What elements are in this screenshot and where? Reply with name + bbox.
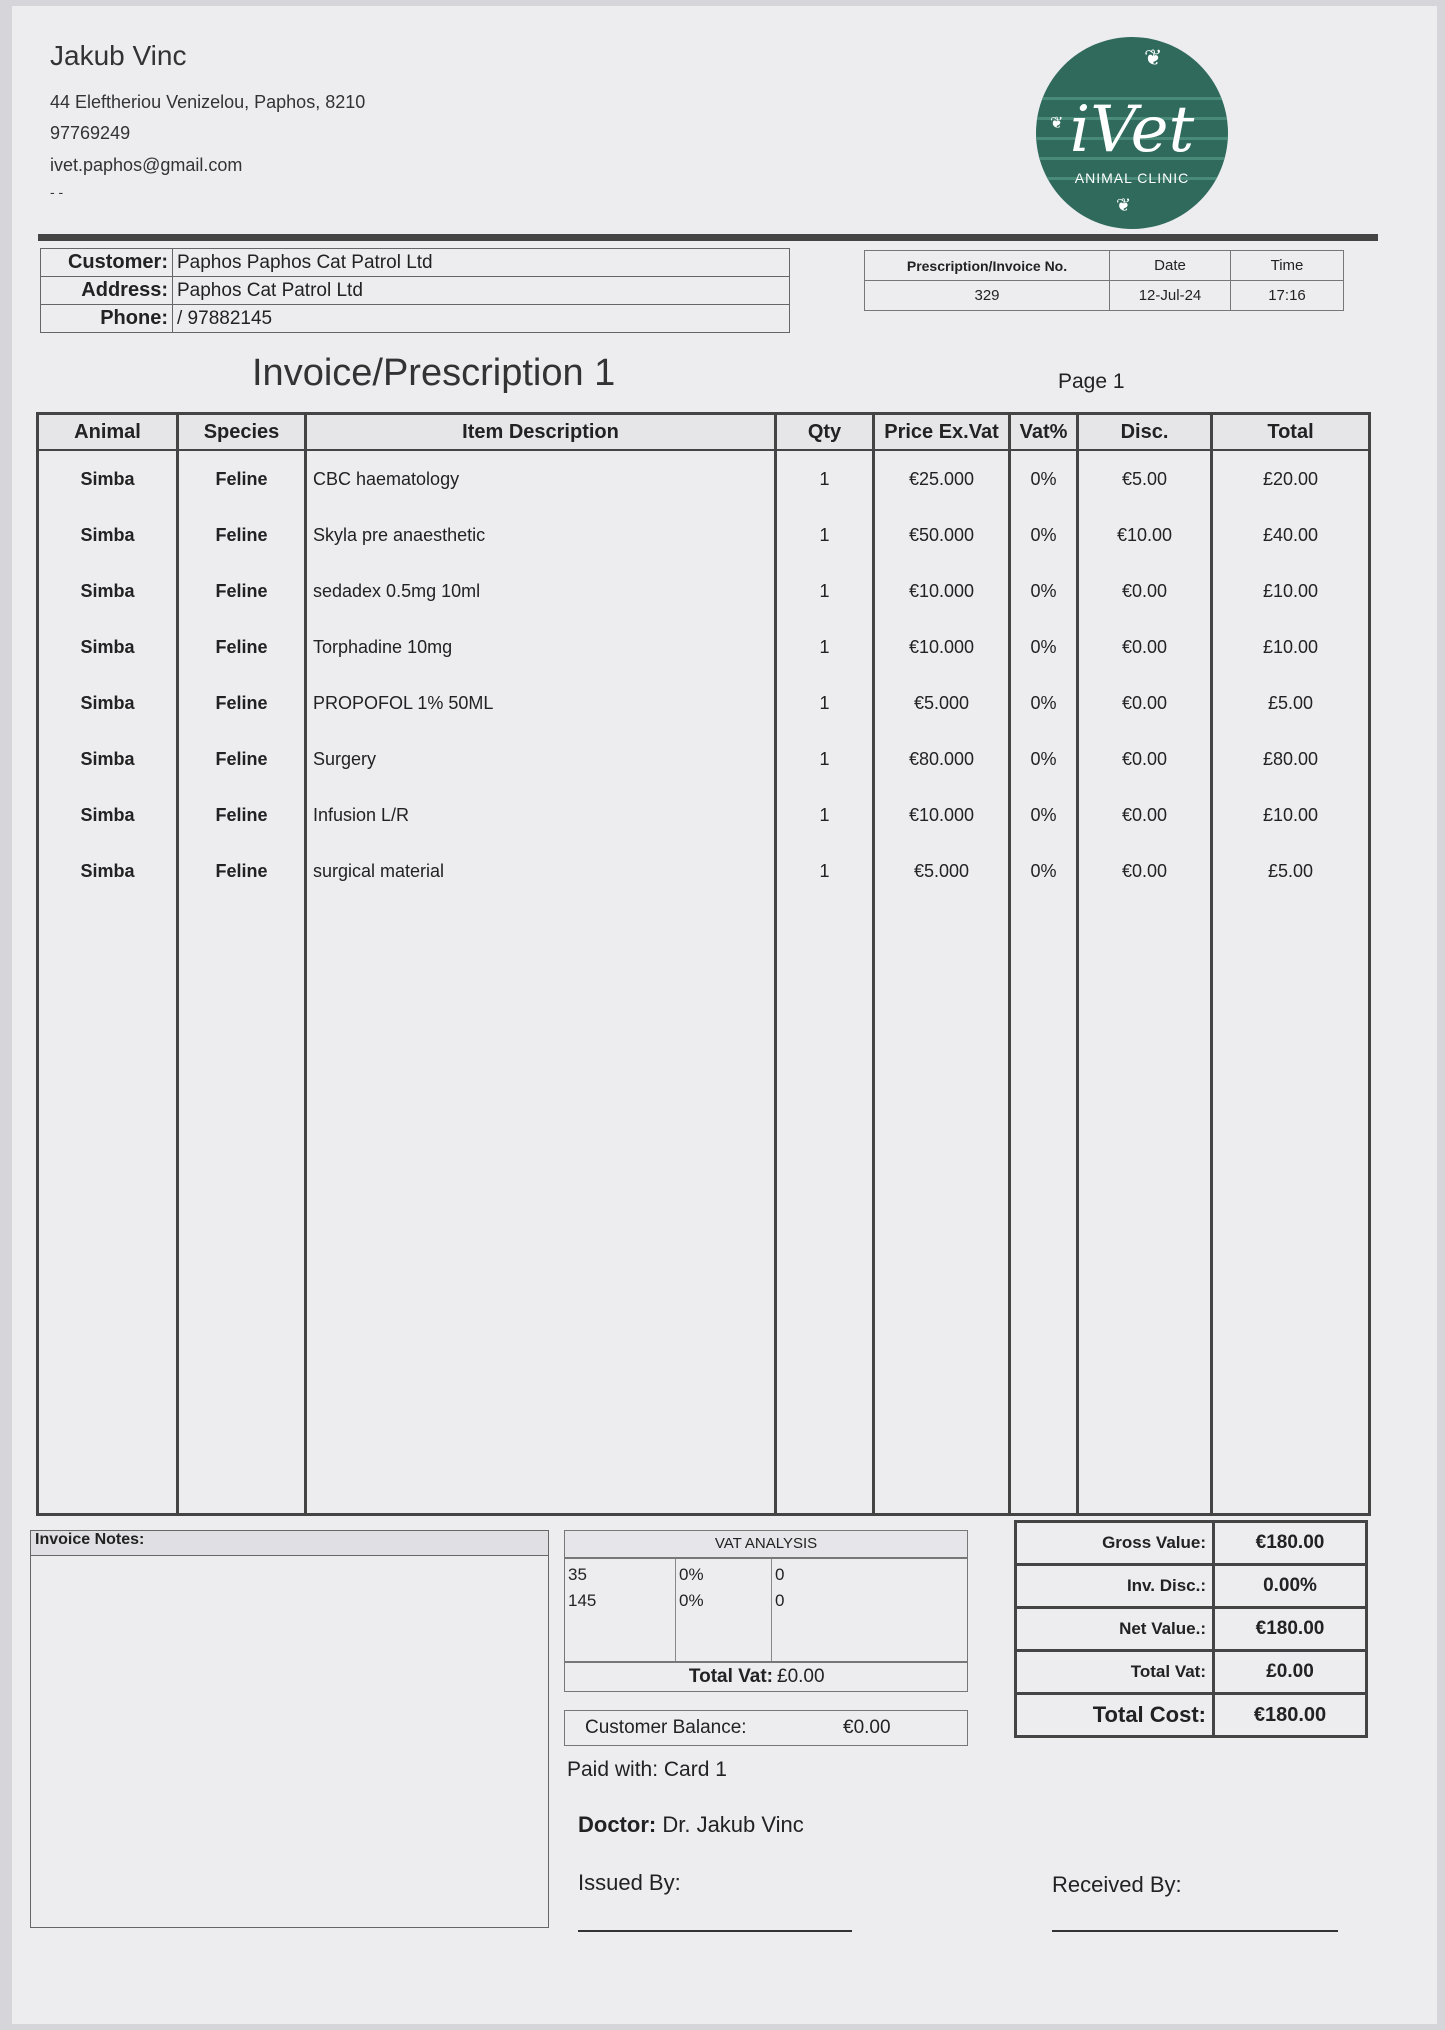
row-price: €25.000	[874, 450, 1010, 507]
row-description: Skyla pre anaesthetic	[306, 507, 776, 563]
row-disc: €0.00	[1078, 619, 1212, 675]
row-disc: €0.00	[1078, 675, 1212, 731]
row-species: Feline	[178, 843, 306, 899]
clinic-email: ivet.paphos@gmail.com	[50, 155, 243, 175]
doctor-line	[578, 1812, 804, 1838]
paid-with: Paid with: Card 1	[567, 1758, 727, 1781]
row-price: €10.000	[874, 619, 1010, 675]
row-price: €50.000	[874, 507, 1010, 563]
row-description: PROPOFOL 1% 50ML	[306, 675, 776, 731]
time-label: Time	[1231, 251, 1344, 281]
row-animal: Simba	[38, 450, 178, 507]
row-animal: Simba	[38, 563, 178, 619]
row-qty: 1	[776, 563, 874, 619]
row-price: €80.000	[874, 731, 1010, 787]
vat-amount: 0	[775, 1565, 785, 1584]
row-species: Feline	[178, 507, 306, 563]
row-species: Feline	[178, 563, 306, 619]
col-qty: Qty	[776, 414, 874, 451]
row-description: CBC haematology	[306, 450, 776, 507]
phone-value: / 97882145	[173, 305, 790, 333]
row-disc: €10.00	[1078, 507, 1212, 563]
table-row	[38, 843, 1370, 899]
page-number: Page 1	[1058, 370, 1125, 393]
col-vat: Vat%	[1010, 414, 1078, 451]
customer-balance-row	[564, 1710, 968, 1746]
row-species: Feline	[178, 731, 306, 787]
vat-rate: 0%	[679, 1565, 704, 1584]
row-description: surgical material	[306, 843, 776, 899]
gross-value: €180.00	[1214, 1522, 1367, 1565]
row-animal: Simba	[38, 843, 178, 899]
invoice-time: 17:16	[1231, 281, 1344, 311]
row-vat: 0%	[1010, 507, 1078, 563]
issued-by-label: Issued By:	[578, 1870, 681, 1895]
row-vat: 0%	[1010, 787, 1078, 843]
clinic-extra: - -	[50, 184, 64, 200]
invoice-date: 12-Jul-24	[1110, 281, 1231, 311]
page-title: Invoice/Prescription 1	[252, 352, 616, 394]
row-description: Infusion L/R	[306, 787, 776, 843]
address-value: Paphos Cat Patrol Ltd	[173, 277, 790, 305]
row-total: £10.00	[1212, 563, 1370, 619]
items-header-row	[38, 414, 1370, 451]
row-price: €10.000	[874, 563, 1010, 619]
col-disc: Disc.	[1078, 414, 1212, 451]
received-by-label: Received By:	[1052, 1872, 1182, 1897]
row-total: £5.00	[1212, 843, 1370, 899]
items-table	[36, 412, 1371, 1516]
row-vat: 0%	[1010, 843, 1078, 899]
net-value-label: Net Value.:	[1016, 1608, 1214, 1651]
paw-icon: ❦	[1144, 45, 1163, 70]
net-value: €180.00	[1214, 1608, 1367, 1651]
clinic-name: Jakub Vinc	[50, 40, 187, 71]
row-animal: Simba	[38, 731, 178, 787]
row-total: £40.00	[1212, 507, 1370, 563]
inv-disc-value: 0.00%	[1214, 1565, 1367, 1608]
col-animal: Animal	[38, 414, 178, 451]
vat-amount: 0	[775, 1591, 785, 1610]
row-disc: €0.00	[1078, 843, 1212, 899]
table-row	[38, 787, 1370, 843]
inv-disc-label: Inv. Disc.:	[1016, 1565, 1214, 1608]
logo-text: iVet	[1069, 93, 1195, 167]
row-qty: 1	[776, 843, 874, 899]
clinic-address: 44 Eleftheriou Venizelou, Paphos, 8210	[50, 92, 366, 112]
table-row	[38, 731, 1370, 787]
issued-signature-line	[578, 1930, 852, 1932]
customer-balance-label: Customer Balance:	[585, 1717, 747, 1738]
row-vat: 0%	[1010, 563, 1078, 619]
header-divider	[38, 234, 1378, 241]
customer-balance-value: €0.00	[843, 1717, 891, 1738]
phone-label: Phone:	[41, 305, 173, 333]
row-disc: €0.00	[1078, 787, 1212, 843]
date-label: Date	[1110, 251, 1231, 281]
row-description: Surgery	[306, 731, 776, 787]
doctor-label: Doctor:	[578, 1812, 657, 1837]
row-qty: 1	[776, 619, 874, 675]
paw-icon: ❦	[1116, 195, 1132, 215]
total-vat-value: £0.00	[777, 1666, 825, 1687]
table-row	[38, 675, 1370, 731]
address-label: Address:	[41, 277, 173, 305]
row-total: £5.00	[1212, 675, 1370, 731]
vat-code: 35	[568, 1565, 587, 1584]
total-cost-label: Total Cost:	[1016, 1694, 1214, 1737]
invoice-notes-label: Invoice Notes:	[31, 1531, 548, 1556]
doctor-name: Dr. Jakub Vinc	[662, 1812, 804, 1837]
row-qty: 1	[776, 507, 874, 563]
vat-analysis-title: VAT ANALYSIS	[564, 1530, 968, 1558]
row-vat: 0%	[1010, 731, 1078, 787]
row-disc: €5.00	[1078, 450, 1212, 507]
vat-code: 145	[568, 1591, 597, 1610]
total-cost-value: €180.00	[1214, 1694, 1367, 1737]
vat-analysis-body	[564, 1558, 968, 1662]
row-disc: €0.00	[1078, 563, 1212, 619]
ivet-logo	[1036, 37, 1228, 229]
col-total: Total	[1212, 414, 1370, 451]
paw-icon: ❦	[1050, 115, 1064, 132]
customer-value: Paphos Paphos Cat Patrol Ltd	[173, 249, 790, 277]
col-species: Species	[178, 414, 306, 451]
vat-rate: 0%	[679, 1591, 704, 1610]
invoice-notes-box	[30, 1530, 549, 1928]
logo-subtext: ANIMAL CLINIC	[1074, 170, 1190, 186]
total-vat-label: Total Vat:	[688, 1666, 773, 1687]
total-vat-row	[564, 1662, 968, 1692]
row-disc: €0.00	[1078, 731, 1212, 787]
summary-vat-label: Total Vat:	[1016, 1651, 1214, 1694]
row-qty: 1	[776, 731, 874, 787]
gross-label: Gross Value:	[1016, 1522, 1214, 1565]
row-description: Torphadine 10mg	[306, 619, 776, 675]
col-price: Price Ex.Vat	[874, 414, 1010, 451]
row-price: €10.000	[874, 787, 1010, 843]
invoice-number-label: Prescription/Invoice No.	[865, 251, 1110, 281]
clinic-phone: 97769249	[50, 123, 131, 143]
row-qty: 1	[776, 675, 874, 731]
table-row	[38, 563, 1370, 619]
row-species: Feline	[178, 450, 306, 507]
row-animal: Simba	[38, 787, 178, 843]
received-signature-line	[1052, 1930, 1338, 1932]
summary-table	[1014, 1520, 1368, 1738]
row-animal: Simba	[38, 619, 178, 675]
table-row	[38, 619, 1370, 675]
table-filler-row	[38, 899, 1370, 1515]
customer-label: Customer:	[41, 249, 173, 277]
invoice-info-table	[864, 250, 1344, 311]
row-total: £10.00	[1212, 619, 1370, 675]
row-total: £20.00	[1212, 450, 1370, 507]
row-qty: 1	[776, 450, 874, 507]
row-animal: Simba	[38, 675, 178, 731]
table-row	[38, 507, 1370, 563]
row-total: £10.00	[1212, 787, 1370, 843]
row-animal: Simba	[38, 507, 178, 563]
row-price: €5.000	[874, 675, 1010, 731]
summary-vat-value: £0.00	[1214, 1651, 1367, 1694]
table-row	[38, 450, 1370, 507]
row-price: €5.000	[874, 843, 1010, 899]
col-description: Item Description	[306, 414, 776, 451]
row-species: Feline	[178, 675, 306, 731]
customer-table	[40, 248, 790, 333]
row-species: Feline	[178, 619, 306, 675]
row-vat: 0%	[1010, 675, 1078, 731]
row-total: £80.00	[1212, 731, 1370, 787]
row-species: Feline	[178, 787, 306, 843]
row-description: sedadex 0.5mg 10ml	[306, 563, 776, 619]
row-vat: 0%	[1010, 619, 1078, 675]
invoice-number: 329	[865, 281, 1110, 311]
row-qty: 1	[776, 787, 874, 843]
row-vat: 0%	[1010, 450, 1078, 507]
